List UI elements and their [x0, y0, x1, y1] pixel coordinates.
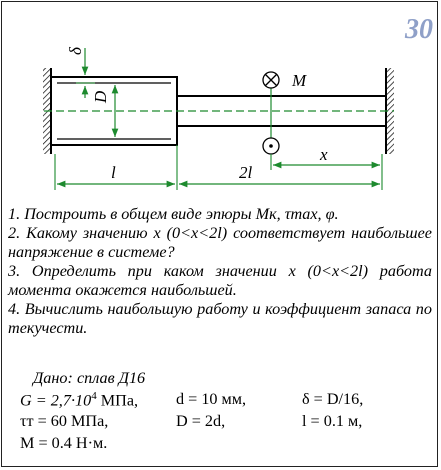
task-2: 2. Какому значению x (0<x<2l) соответствует наибольшее напряжение в системе? — [8, 224, 432, 261]
task-4: 4. Вычислить наибольшую работу и коэффициент запаса по текучести. — [8, 300, 432, 337]
label-x: x — [320, 145, 328, 164]
given-D: D = 2d, — [176, 412, 226, 430]
label-M: M — [292, 71, 307, 90]
given-M: M = 0.4 Н·м. — [20, 434, 108, 452]
task-list — [8, 205, 432, 338]
label-l: l — [111, 163, 116, 182]
given-tau: τт = 60 МПа, — [20, 412, 109, 430]
extension-lines — [55, 145, 382, 190]
task-3: 3. Определить при каком значении x (0<x<2l) работа момента окажется наибольшей. — [8, 262, 432, 299]
given-delta: δ = D/16, — [302, 390, 364, 408]
torque-moment-symbol — [263, 72, 279, 154]
given-header: Дано: сплав Д16 — [33, 369, 146, 387]
label-delta: δ — [66, 47, 85, 55]
given-G-exp: 4 — [91, 390, 97, 402]
given-l: l = 0.1 м, — [302, 412, 363, 430]
given-G — [20, 390, 138, 410]
given-G-prefix: G = 2,7·10 — [20, 391, 92, 410]
variant-number: 30 — [405, 14, 433, 45]
given-d: d = 10 мм, — [176, 390, 247, 408]
label-D: D — [91, 90, 110, 103]
given-G-unit: МПа, — [96, 391, 139, 410]
task-1: 1. Построить в общем виде эпюры Mк, τmax, φ. — [8, 205, 339, 223]
label-2l: 2l — [239, 163, 253, 182]
solid-shaft-section — [177, 96, 386, 126]
